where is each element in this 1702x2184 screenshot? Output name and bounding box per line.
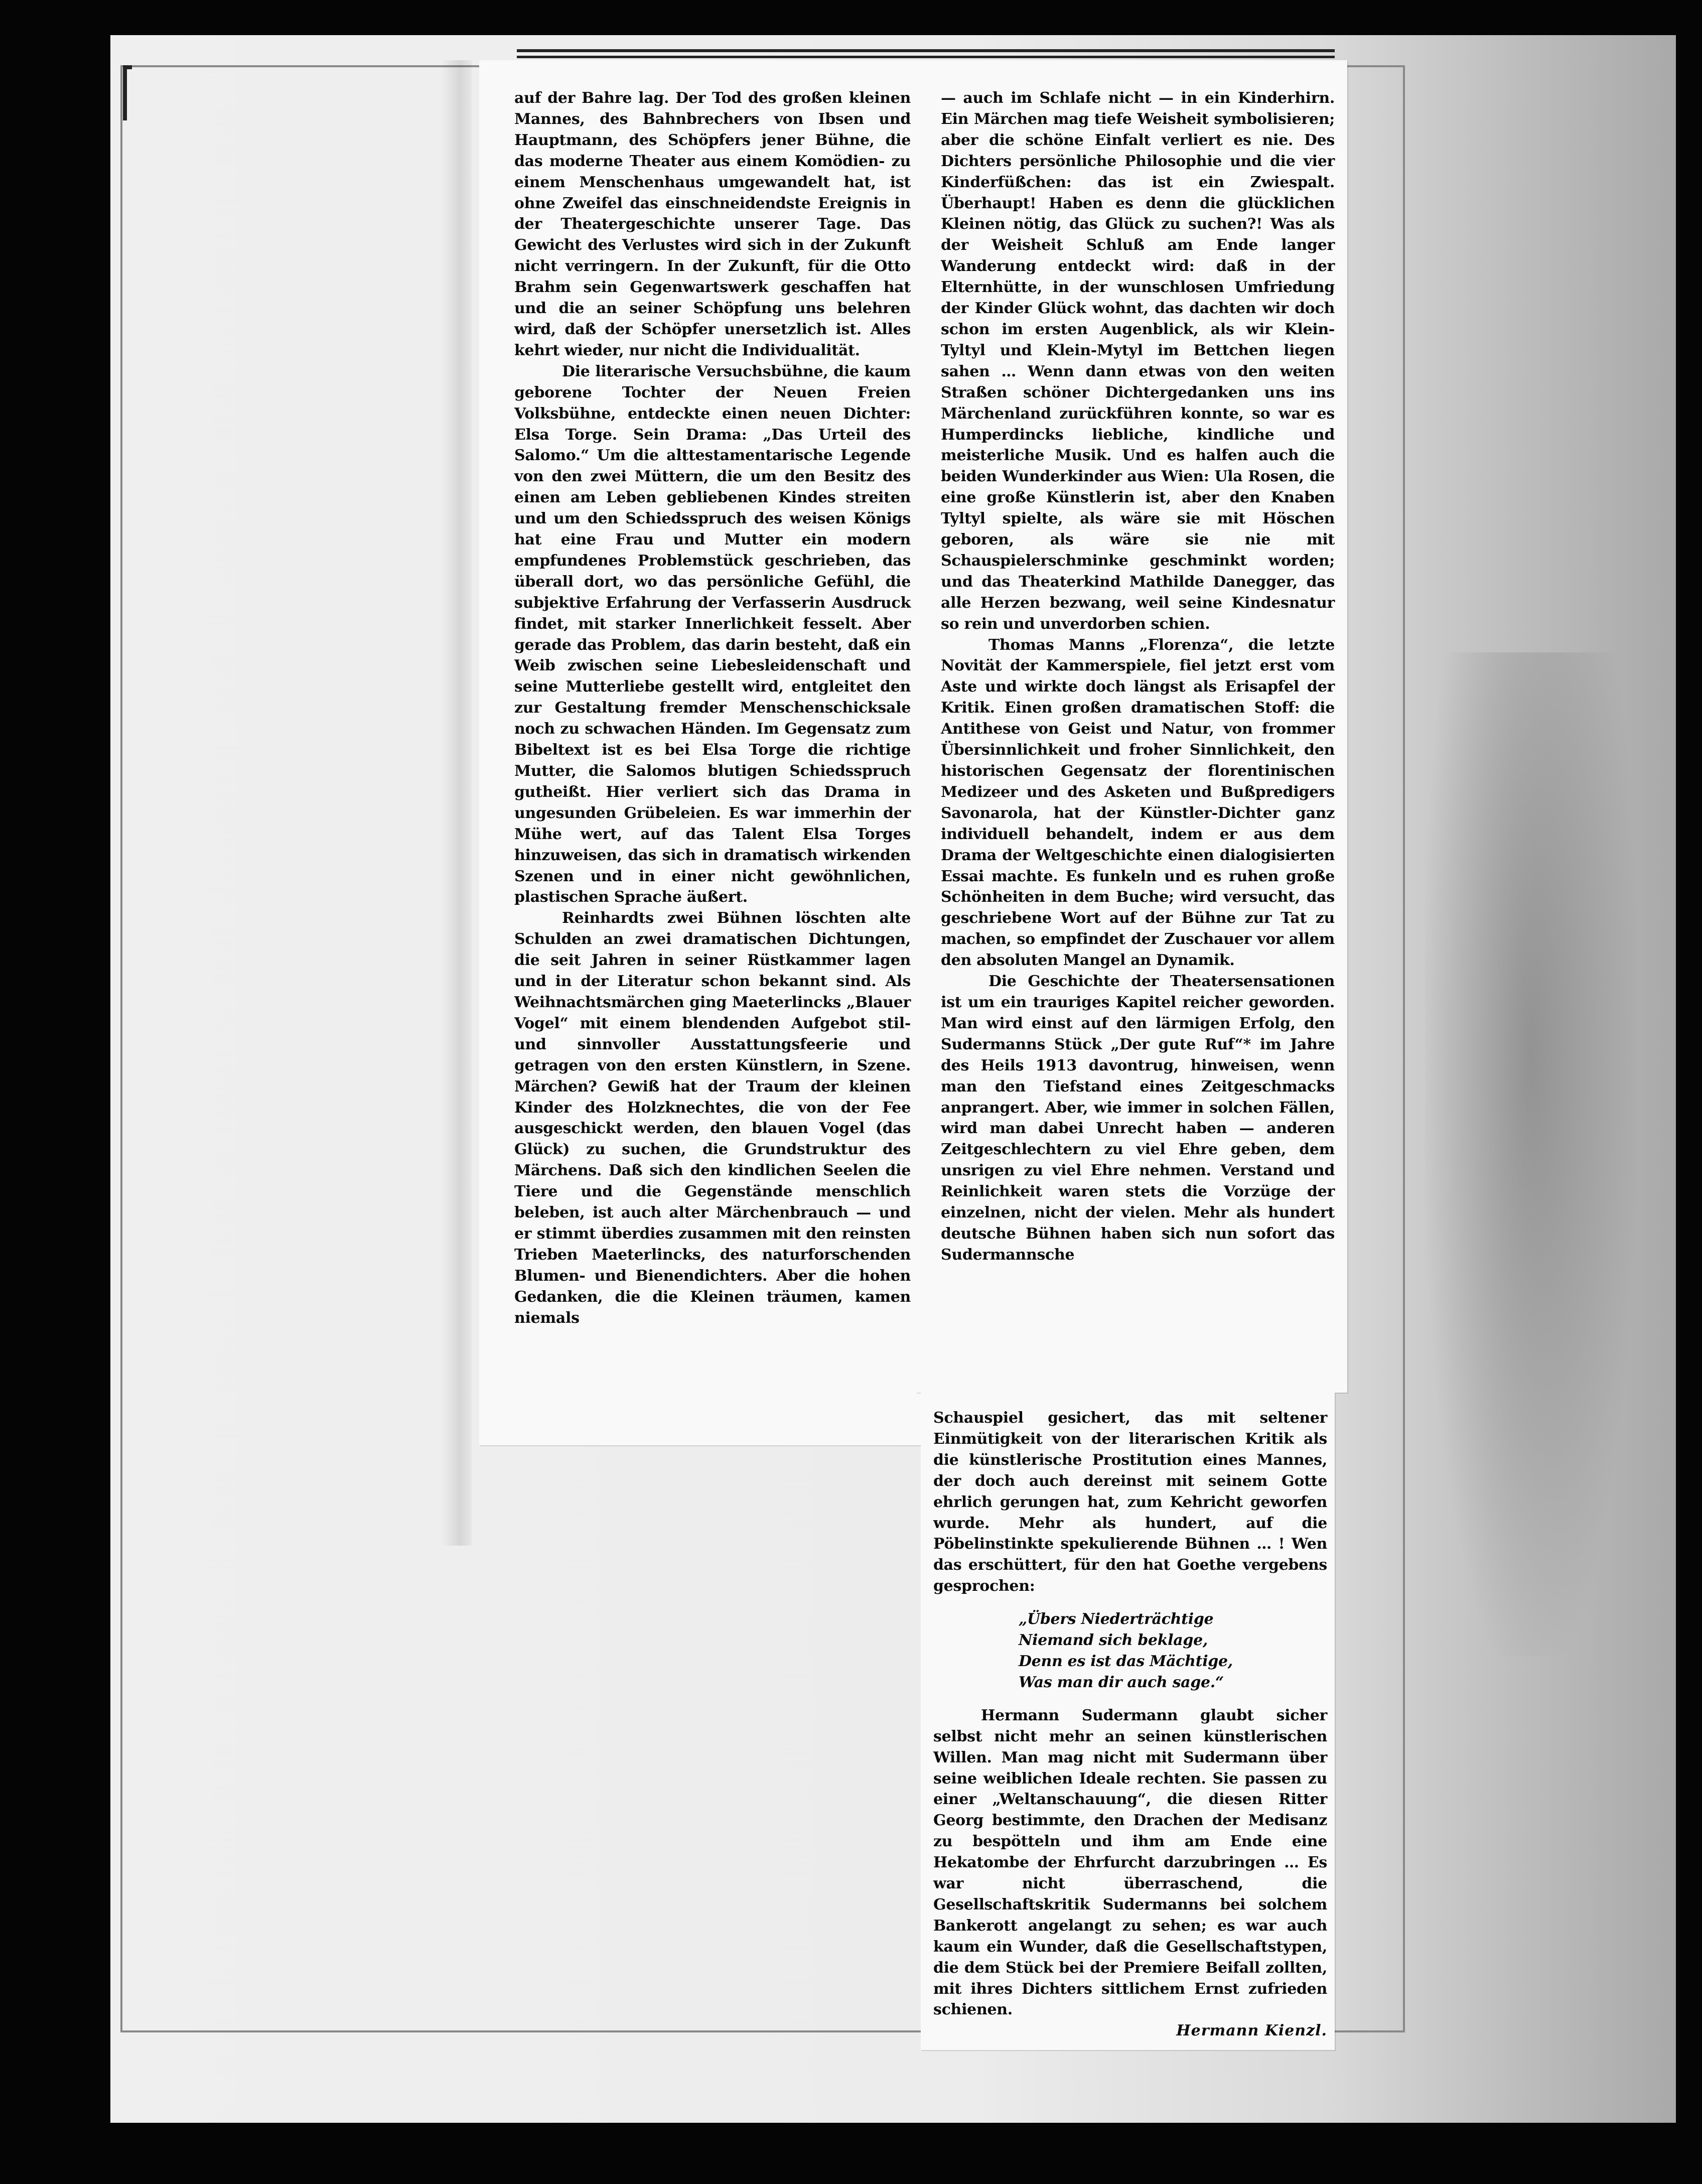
paragraph: — auch im Schlafe nicht — in ein Kinderhirn. Ein Märchen mag tiefe Weisheit symbolisieren; aber die schöne Einfalt verliert es nie. Des Dichters persönliche Philosophie und die vier Kinderfüßchen: das ist ein Zwiespalt. Überhaupt! Haben es denn die glücklichen Kleinen nötig, das Glück zu suchen?! Was als der Weisheit Schluß am Ende langer Wanderung entdeckt wird: daß in der Elternhütte, in der wunschlosen Umfriedung der Kinder Glück wohnt, das dachten wir doch schon im ersten Augenblick, als wir Klein-Tyltyl und Klein-Mytyl im Bettchen liegen sahen … Wenn dann etwas von den weiten Straßen schöner Dichtergedanken uns ins Märchenland zurückführen konnte, so war es Humperdincks liebliche, kindliche und meisterliche Musik. Und es halfen auch die beiden Wunderkinder aus Wien: Ula Rosen, die eine große Künstlerin ist, aber den Knaben Tyltyl spielte, als wäre sie mit Höschen geboren, als wäre sie nie mit Schauspielerschminke geschminkt worden; und das Theaterkind Mathilde Danegger, das alle Herzen bezwang, weil seine Kindesnatur so rein und unverdorben schien. (941, 89, 1335, 633)
corner-mark (123, 65, 132, 120)
paper-stain (1425, 652, 1636, 1656)
paragraph: auf der Bahre lag. Der Tod des großen kleinen Mannes, des Bahnbrechers von Ibsen und Hauptmann, des Schöpfers jener Bühne, die das moderne Theater aus einem Komödien- zu einem Menschenhaus umgewandelt hat, ist ohne Zweifel das einschneidendste Ereignis in der Theatergeschichte unserer Tage. Das Gewicht des Verlustes wird sich in der Zukunft nicht verringern. In der Zukunft, für die Otto Brahm sein Gegenwartswerk geschaffen hat und die an seiner Schöpfung uns belehren wird, daß der Schöpfer unersetzlich ist. Alles kehrt wieder, nur nicht die Individualität. (514, 89, 911, 359)
article-column-left (514, 88, 911, 1328)
paragraph: Schauspiel gesichert, das mit seltener Einmütigkeit von der literarischen Kritik als die künstlerische Prostitution eines Mannes, der doch auch dereinst mit seinem Gotte ehrlich gerungen hat, zum Kehricht geworfen wurde. Mehr als hundert, auf die Pöbelinstinkte spekulierende Bühnen … ! Wen das erschüttert, für den hat Goethe vergebens gesprochen: (933, 1409, 1327, 1595)
paragraph: Thomas Manns „Florenza“, die letzte Novität der Kammerspiele, fiel jetzt erst vom Aste und wirkte doch längst als Erisapfel der Kritik. Einen großen dramatischen Stoff: die Antithese von Geist und Natur, von frommer Übersinnlichkeit und froher Sinnlichkeit, den historischen Gegensatz der florentinischen Medizeer und des Asketen und Bußpredigers Savonarola, hat der Künstler-Dichter ganz individuell behandelt, indem er aus dem Drama der Weltgeschichte einen dialogisierten Essai machte. Es funkeln und es ruhen große Schönheiten in dem Buche; wird versucht, das geschriebene Wort auf der Bühne zur Tat zu machen, so empfindet der Zuschauer vor allem den absoluten Mangel an Dynamik. (941, 636, 1335, 970)
verse-line: Niemand sich beklage, (1019, 1631, 1208, 1650)
article-column-right-bottom (933, 1408, 1327, 2041)
author-signature: Hermann Kienzl. (1176, 2022, 1327, 2040)
article-column-right-top (941, 88, 1335, 1266)
paragraph: Hermann Sudermann glaubt sicher selbst nicht mehr an seinen künstlerischen Willen. Man mag nicht mit Sudermann über seine weiblichen Ideale rechten. Sie passen zu einer „Weltanschauung“, die diesen Ritter Georg bestimmte, den Drachen der Medisanz zu bespötteln und ihm am Ende eine Hekatombe der Ehrfurcht darzubringen … Es war nicht überraschend, die Gesellschaftskritik Sudermanns bei solchem Bankerott angelangt zu sehen; es war auch kaum ein Wunder, daß die Gesellschaftstypen, die dem Stück bei der Premiere Beifall zollten, mit ihres Dichters sittlichem Ernst zufrieden schienen. (933, 1706, 1327, 2019)
goethe-verse (1019, 1609, 1327, 1693)
paragraph: Die literarische Versuchsbühne, die kaum geborene Tochter der Neuen Freien Volksbühne, entdeckte einen neuen Dichter: Elsa Torge. Sein Drama: „Das Urteil des Salomo.“ Um die alttestamentarische Legende von den zwei Müttern, die um den Besitz des einen am Leben gebliebenen Kindes streiten und um den Schiedsspruch des weisen Königs hat eine Frau und Mutter ein modern empfundenes Problemstück geschrieben, das überall dort, wo das persönliche Gefühl, die subjektive Erfahrung der Verfasserin Ausdruck findet, mit starker Innerlichkeit fesselt. Aber gerade das Problem, das darin besteht, daß ein Weib zwischen seine Liebesleidenschaft und seine Mutterliebe gestellt wird, entgleitet den zur Gestaltung fremder Menschenschicksale noch zu schwachen Händen. Im Gegensatz zum Bibeltext ist es bei Elsa Torge die richtige Mutter, die Salomos blutigen Schiedsspruch gutheißt. Hier verliert sich das Drama in ungesunden Grübeleien. Es war immerhin der Mühe wert, auf das Talent Elsa Torges hinzuweisen, das sich in dramatisch wirkenden Szenen und in einer nicht gewöhnlichen, plastischen Sprache äußert. (514, 362, 911, 906)
top-rule (517, 49, 1335, 58)
verse-line: Denn es ist das Mächtige, (1019, 1652, 1233, 1670)
paper-fold-shadow (442, 60, 472, 1546)
verse-line: „Übers Niederträchtige (1019, 1610, 1214, 1628)
paragraph: Reinhardts zwei Bühnen löschten alte Schulden an zwei dramatischen Dichtungen, die seit Jahren in seiner Rüstkammer lagen und in der Literatur schon bekannt sind. Als Weihnachtsmärchen ging Maeterlincks „Blauer Vogel“ mit einem blendenden Aufgebot stil- und sinnvoller Ausstattungsfeerie und getragen von den ersten Künstlern, in Szene. Märchen? Gewiß hat der Traum der kleinen Kinder des Holzknechtes, die von der Fee ausgeschickt werden, den blauen Vogel (das Glück) zu suchen, die Grundstruktur des Märchens. Daß sich den kindlichen Seelen die Tiere und die Gegenstände menschlich beleben, ist auch alter Märchenbrauch — und er stimmt überdies zusammen mit den reinsten Trieben Maeterlincks, des naturforschenden Blumen- und Bienendichters. Aber die hohen Gedanken, die die Kleinen träumen, kamen niemals (514, 909, 911, 1327)
paragraph: Die Geschichte der Theatersensationen ist um ein trauriges Kapitel reicher geworden. Man wird einst auf den lärmigen Erfolg, den Sudermanns Stück „Der gute Ruf“* im Jahre des Heils 1913 davontrug, hinweisen, wenn man den Tiefstand eines Zeitgeschmacks anprangert. Aber, wie immer in solchen Fällen, wird man dabei Unrecht haben — anderen Zeitgeschlechtern zu viel Ehre geben, dem unsrigen zu viel Ehre nehmen. Verstand und Reinlichkeit waren stets die Vorzüge der einzelnen, nicht der vielen. Mehr als hundert deutsche Bühnen haben sich nun sofort das Sudermannsche (941, 973, 1335, 1264)
verse-line: Was man dir auch sage.“ (1019, 1673, 1224, 1691)
